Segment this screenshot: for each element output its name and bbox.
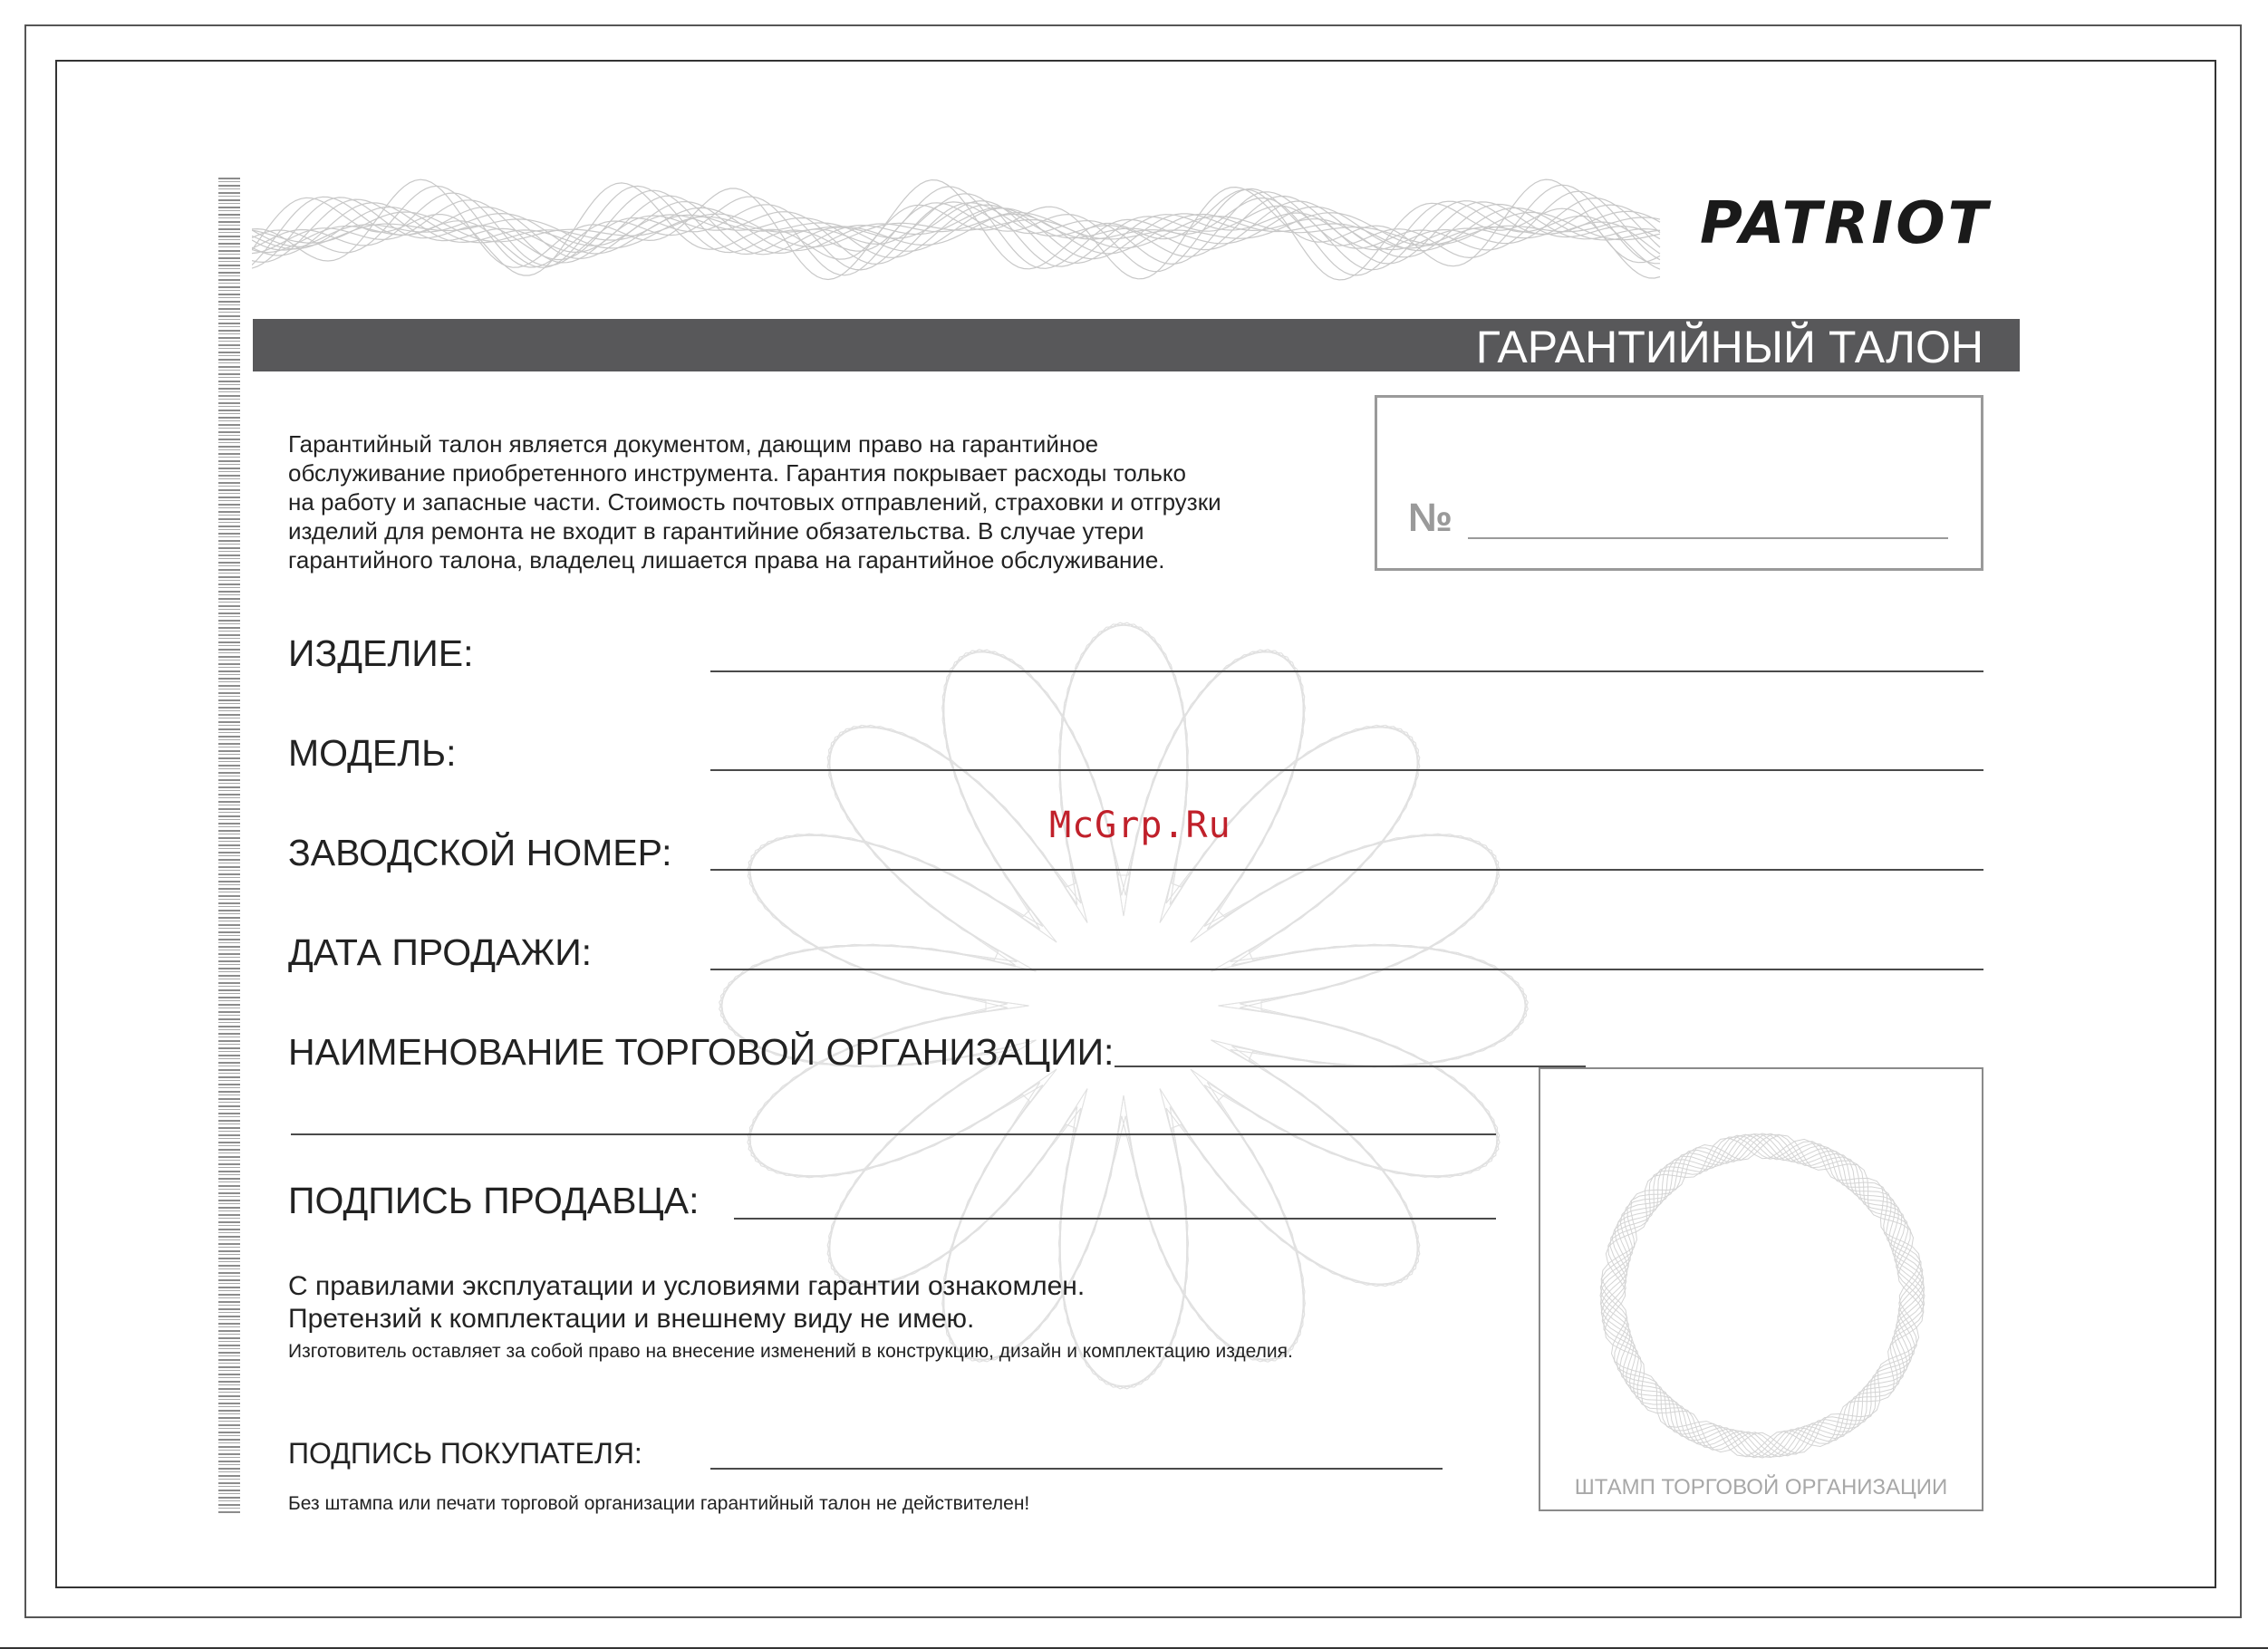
certificate-number-field[interactable] — [1468, 537, 1948, 539]
acknowledgement-line: С правилами эксплуатации и условиями гарантии ознакомлен. — [288, 1271, 1086, 1301]
acknowledgement-text — [288, 1270, 1085, 1336]
intro-line: на работу и запасные части. Стоимость почтовых отправлений, страховки и отгрузки — [288, 488, 1221, 516]
guilloche-band-pattern — [252, 163, 1664, 297]
buyer-signature-field[interactable] — [710, 1468, 1443, 1470]
patriot-logo: PATRIOT — [1700, 190, 1991, 257]
stamp-placeholder-ring — [1559, 1114, 1966, 1477]
model-field[interactable] — [710, 769, 1983, 771]
product-label: ИЗДЕЛИЕ: — [288, 632, 474, 674]
certificate-number-box — [1375, 395, 1983, 571]
document-title: ГАРАНТИЙНЫЙ ТАЛОН — [1475, 322, 1983, 372]
store-stamp-box — [1539, 1067, 1983, 1511]
microtext-side-strip — [218, 178, 240, 1515]
seller-signature-field[interactable] — [734, 1218, 1496, 1220]
model-label: МОДЕЛЬ: — [288, 732, 457, 774]
site-watermark: McGrp.Ru — [1049, 805, 1231, 846]
sale-date-field[interactable] — [710, 969, 1983, 970]
acknowledgement-line: Претензий к комплектации и внешнему виду не имею. — [288, 1304, 975, 1334]
store-name-field[interactable] — [1115, 1066, 1586, 1067]
buyer-signature-label: ПОДПИСЬ ПОКУПАТЕЛЯ: — [288, 1437, 642, 1470]
stamp-required-note: Без штампа или печати торговой организации гарантийный талон не действителен! — [288, 1493, 1030, 1514]
intro-line: обслуживание приобретенного инструмента. Гарантия покрывает расходы только — [288, 459, 1186, 487]
serial-number-label: ЗАВОДСКОЙ НОМЕР: — [288, 832, 672, 873]
number-sign: № — [1408, 496, 1453, 540]
store-name-label: НАИМЕНОВАНИЕ ТОРГОВОЙ ОРГАНИЗАЦИИ: — [288, 1031, 1115, 1073]
intro-line: изделий для ремонта не входит в гарантийние обязательства. В случае утери — [288, 517, 1144, 545]
intro-line: гарантийного талона, владелец лишается права на гарантийное обслуживание. — [288, 546, 1165, 574]
sale-date-label: ДАТА ПРОДАЖИ: — [288, 931, 593, 973]
seller-signature-label: ПОДПИСЬ ПРОДАВЦА: — [288, 1180, 700, 1221]
store-name-field-continued[interactable] — [291, 1133, 1496, 1135]
manufacturer-note: Изготовитель оставляет за собой право на внесение изменений в конструкцию, дизайн и комплектацию изделия. — [288, 1341, 1293, 1362]
intro-line: Гарантийный талон является документом, дающим право на гарантийное — [288, 430, 1099, 458]
stamp-label: ШТАМП ТОРГОВОЙ ОРГАНИЗАЦИИ — [1574, 1475, 1948, 1500]
product-field[interactable] — [710, 670, 1983, 672]
serial-number-field[interactable] — [710, 869, 1983, 871]
title-bar — [253, 319, 2020, 371]
